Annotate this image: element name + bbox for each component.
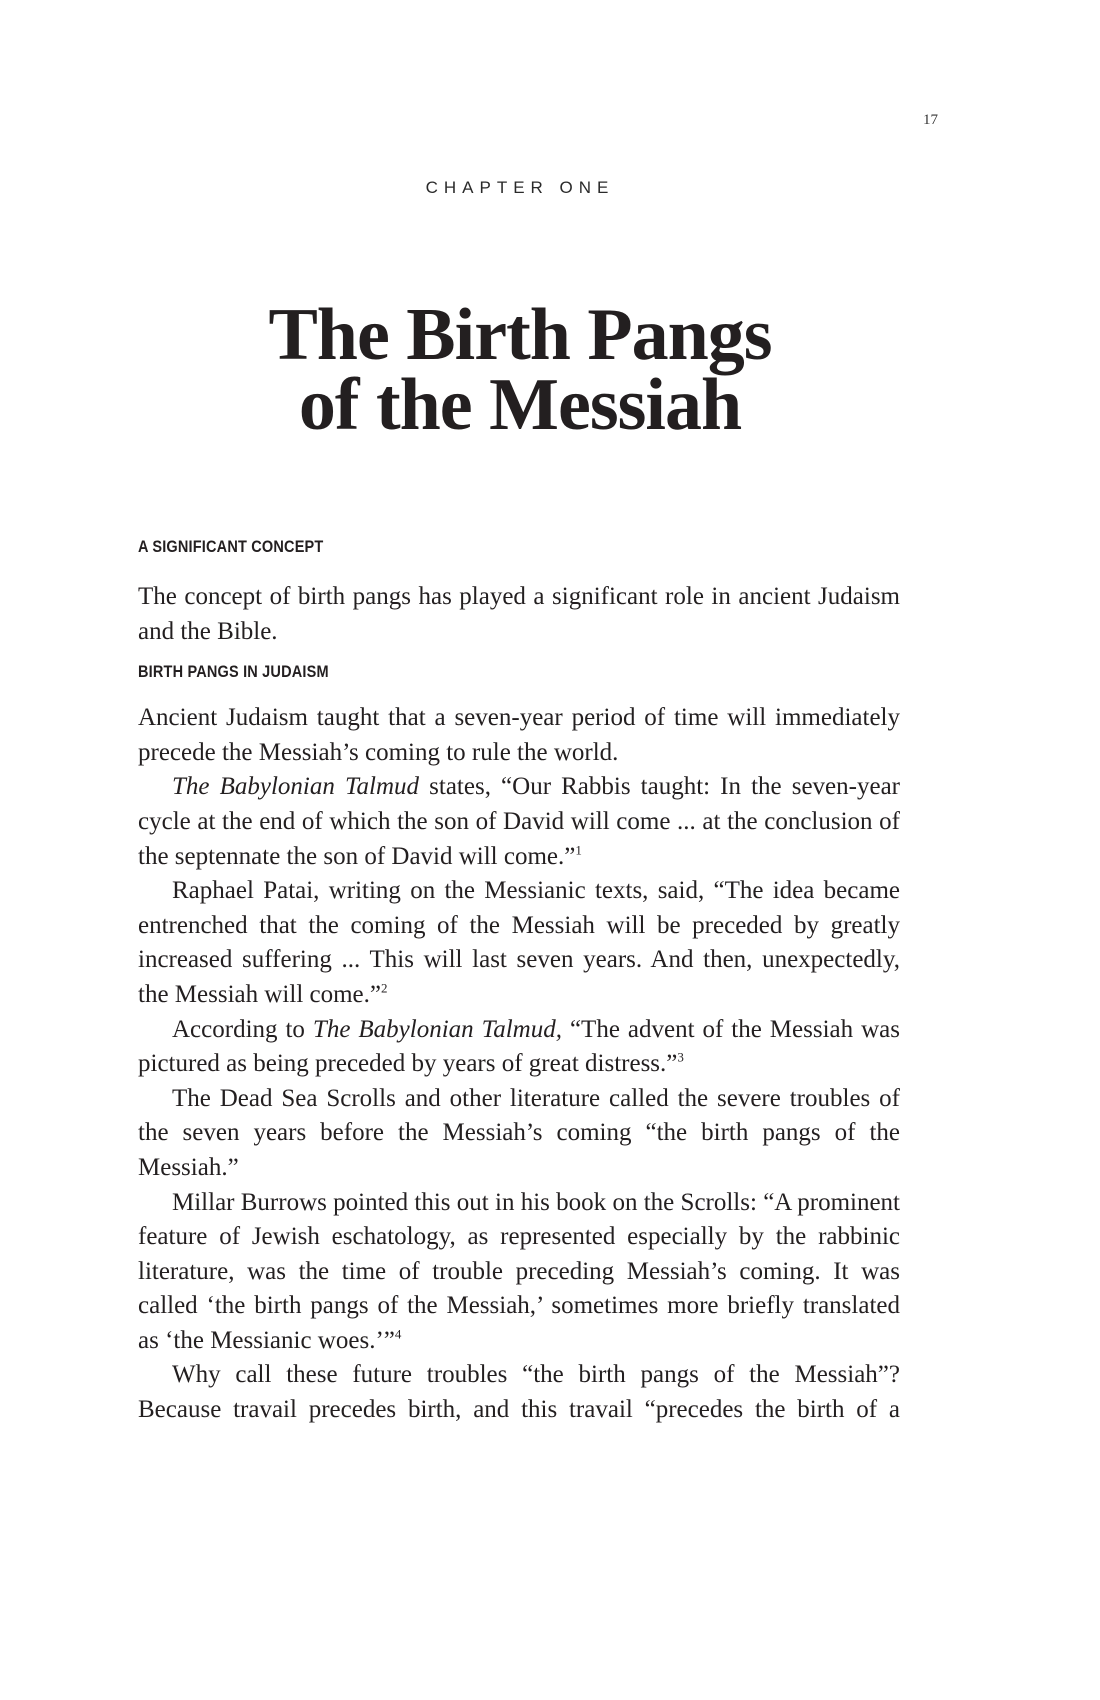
footnote-ref[interactable]: 4: [394, 1326, 402, 1342]
chapter-title: [0, 294, 1040, 446]
italic-title: The Babylonian Talmud,: [312, 1015, 562, 1043]
footnote-ref[interactable]: 3: [677, 1049, 684, 1065]
footnote-ref[interactable]: 2: [381, 980, 388, 996]
paragraph: The Babylonian Talmud states, “Our Rabbis taught: In the seven-year cycle at the end of which the son of David will come ... at the conclusion of the septennate the son of David will come.”$^1$: [138, 773, 900, 870]
section-heading-significant-concept: A SIGNIFICANT CONCEPT: [138, 538, 324, 556]
page-number: 17: [923, 112, 938, 128]
paragraph: Ancient Judaism taught that a seven-year period of time will immediately precede the Messiah’s coming to rule the world.: [138, 704, 900, 766]
paragraph: According to The Babylonian Talmud, “The advent of the Messiah was pictured as being preceded by years of great distress.”$^3$: [138, 1015, 900, 1078]
chapter-title-line-2: of the Messiah: [298, 364, 742, 446]
paragraph: Millar Burrows pointed this out in his book on the Scrolls: “A prominent feature of Jewish eschatology, as represented especially by the rabbinic literature, was the time of trouble preceding Messiah’s coming. It was called ‘the birth pangs of the Messiah,’ sometimes more briefly translated as ‘the Messianic woes.’”$^4$: [138, 1188, 900, 1354]
italic-title: The Babylonian Talmud: [172, 773, 420, 801]
paragraph: Why call these future troubles “the birth pangs of the Messiah”? Because travail precedes birth, and this travail “precedes the birth of a: [138, 1361, 900, 1424]
chapter-title-line-1: The Birth Pangs: [268, 294, 772, 376]
paragraph: The concept of birth pangs has played a significant role in ancient Judaism and the Bible.: [138, 583, 900, 645]
section-heading-birth-pangs-judaism: BIRTH PANGS IN JUDAISM: [138, 663, 329, 682]
chapter-label: CHAPTER ONE: [425, 178, 615, 197]
paragraph: Raphael Patai, writing on the Messianic texts, said, “The idea became entrenched that the coming of the Messiah will be preceded by greatly increased suffering ... This will last seven years. And then, unexpectedly, the Messiah will come.”$^2$: [138, 877, 900, 1008]
footnote-ref[interactable]: 1: [575, 842, 582, 858]
chapter-body: [138, 538, 900, 1428]
paragraph: The Dead Sea Scrolls and other literature called the severe troubles of the seven years before the Messiah’s coming “the birth pangs of the Messiah.”: [138, 1084, 900, 1181]
